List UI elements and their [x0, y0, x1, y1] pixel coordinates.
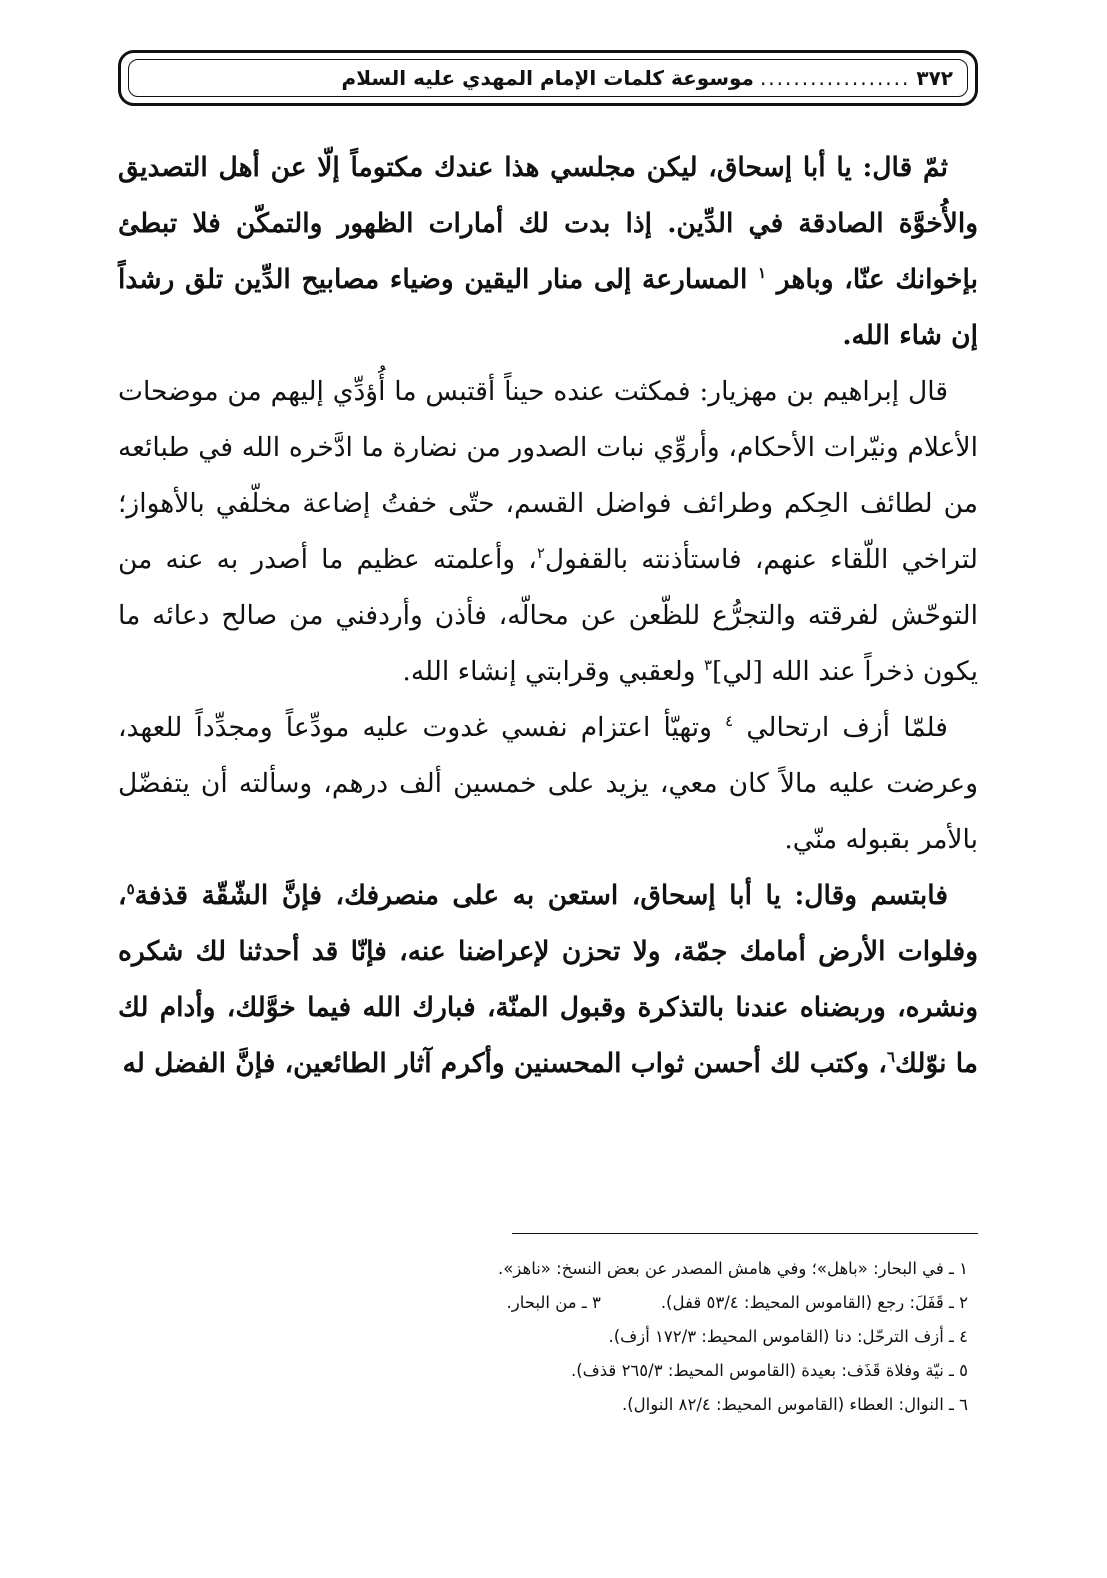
footnote-2: ٢ ـ قَفَلَ: رجع (القاموس المحيط: ٥٣/٤ قفل). [660, 1293, 968, 1312]
footnote-1: ١ ـ في البحار: «باهل»؛ وفي هامش المصدر عن بعض النسخ: «ناهز». [498, 1259, 968, 1278]
paragraph-4-part1: فابتسم وقال: يا أبا إسحاق، استعن به على منصرفك، فإنَّ الشّقّة قذفة [134, 880, 948, 911]
main-text [118, 140, 978, 1092]
footnote-ref-6: ٦ [886, 1048, 896, 1067]
paragraph-1-tail: المسارعة إلى منار اليقين وضياء مصابيح الدِّين تلق رشداً إن شاء الله. [118, 264, 978, 351]
paragraph-3-part1: فلمّا أزف ارتحالي [746, 712, 948, 743]
footnote-3: ٣ ـ من البحار. [506, 1293, 601, 1312]
footnote-4: ٤ ـ أزف الترحّل: دنا (القاموس المحيط: ١٧٢/٣ أزف). [608, 1327, 968, 1346]
paragraph-4-part3: ، وكتب لك أحسن ثواب المحسنين وأكرم آثار الطائعين، فإنَّ الفضل له [122, 1048, 887, 1079]
footnote-6: ٦ ـ النوال: العطاء (القاموس المحيط: ٨٢/٤ النوال). [621, 1395, 968, 1414]
paragraph-2 [118, 364, 978, 700]
running-header [118, 50, 978, 106]
dot-leader: .................. [759, 66, 911, 90]
footnote-2-3-line [118, 1286, 978, 1320]
footnote-separator [512, 1233, 978, 1234]
running-header-frame [128, 59, 968, 97]
footnote-ref-3: ٣ [703, 656, 712, 675]
paragraph-2-part2: ، وأعلمته عظيم ما أصدر به عنه من التوحّش لفرقته والتجرُّع للظّعن عن محالّه، فأذن وأردفني من صالح دعائه ما يكون ذخراً عند الله [لي] [118, 544, 978, 687]
footnote-ref-2: ٢ [536, 544, 545, 563]
footnote-ref-5: ٥ [126, 880, 135, 899]
footnotes [118, 1252, 978, 1422]
paragraph-4 [118, 868, 978, 1092]
page-number: ٣٧٢ [916, 66, 953, 90]
book-title: موسوعة كلمات الإمام المهدي عليه السلام [341, 66, 754, 90]
footnote-ref-1: ١ [758, 264, 767, 283]
paragraph-1-text: ثمّ قال: يا أبا إسحاق، ليكن مجلسي هذا عندك مكتوماً إلّا عن أهل التصديق والأُخوَّة الصادقة في الدِّين. إذا بدت لك أمارات الظهور والتمكّن فلا تبطئ بإخوانك عنّا، وباهر [118, 152, 978, 295]
paragraph-3 [118, 700, 978, 868]
paragraph-2-part3: ولعقبي وقرابتي إنشاء الله. [402, 656, 696, 687]
footnote-5: ٥ ـ نيّة وفلاة قَذَف: بعيدة (القاموس المحيط: ٢٦٥/٣ قذف). [570, 1361, 968, 1380]
paragraph-1 [118, 140, 978, 364]
paragraph-2-part1: قال إبراهيم بن مهزيار: فمكثت عنده حيناً أقتبس ما أُؤدِّي إليهم من موضحات الأعلام ونيّرات الأحكام، وأروِّي نبات الصدور من نضارة ما ادَّخره الله في طبائعه من لطائف الحِكم وطرائف فواضل القسم، حتّى خفتُ إضاعة مخلّفي بالأهواز؛ لتراخي اللّقاء عنهم، فاستأذنته بالقفول [118, 376, 979, 575]
paragraph-3-part2: وتهيّأ اعتزام نفسي غدوت عليه مودِّعاً ومجدِّداً للعهد، وعرضت عليه مالاً كان معي، يزيد على خمسين ألف درهم، وسألته أن يتفضّل بالأمر بقبوله منّي. [118, 712, 978, 855]
footnote-ref-4: ٤ [725, 712, 734, 731]
paragraph-4-part2: ، وفلوات الأرض أمامك جمّة، ولا تحزن لإعراضنا عنه، فإنّا قد أحدثنا لك شكره ونشره، وربضناه عندنا بالتذكرة وقبول المنّة، فبارك الله فيما خوَّلك، وأدام لك ما نوّلك [118, 880, 978, 1079]
